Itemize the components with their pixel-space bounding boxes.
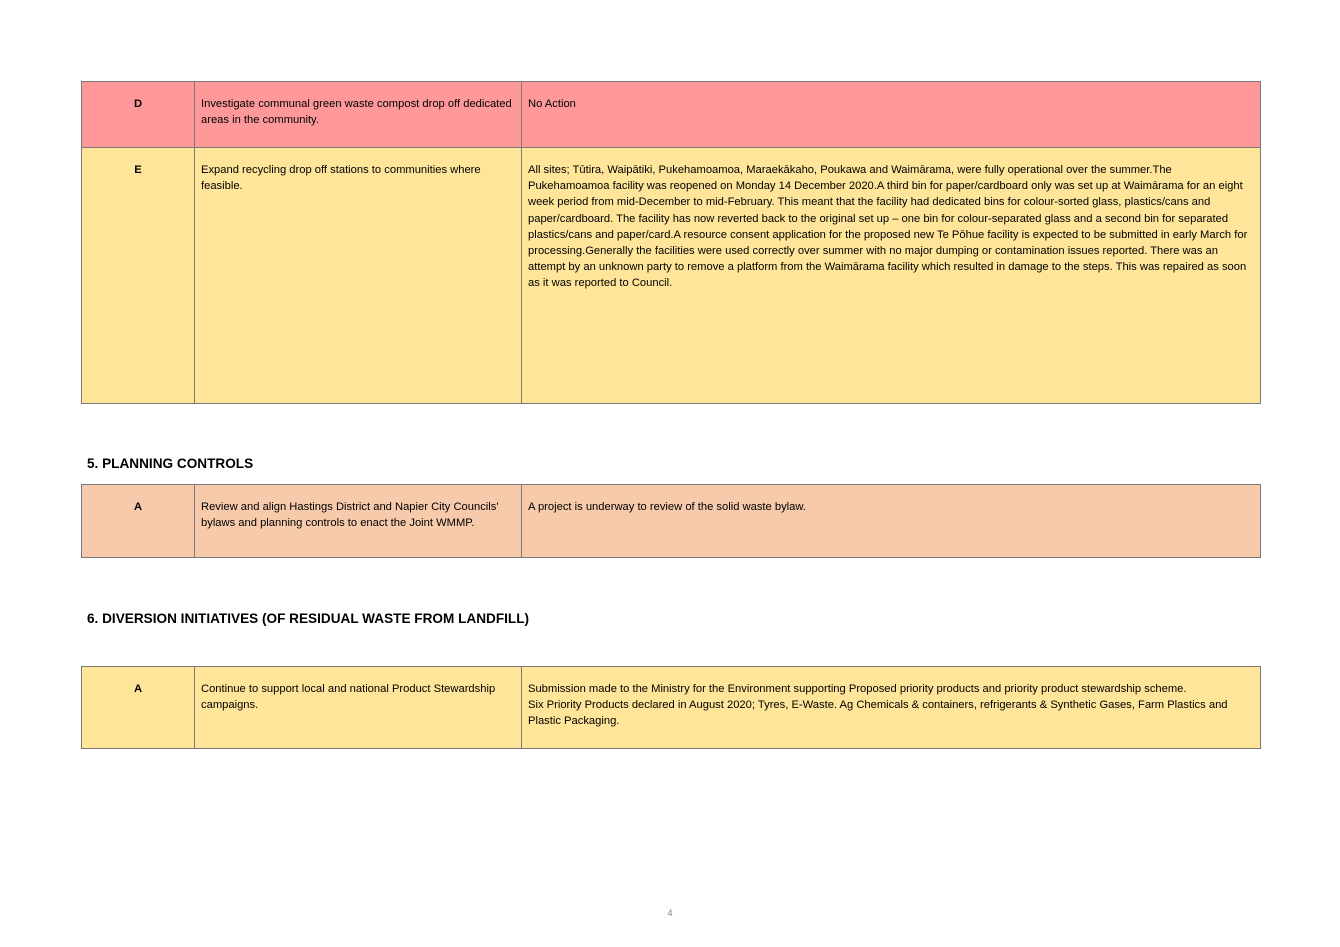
action-description-cell: Review and align Hastings District and Napier City Councils' bylaws and planning controls to enact the Joint WMMP. <box>195 485 522 558</box>
page-number: 4 <box>667 908 673 918</box>
action-progress-cell <box>522 667 1261 749</box>
action-progress-cell: A project is underway to review of the solid waste bylaw. <box>522 485 1261 558</box>
table-row <box>82 485 1261 558</box>
action-description-cell: Investigate communal green waste compost drop off dedicated areas in the community. <box>195 82 522 148</box>
progress-line: Submission made to the Ministry for the Environment supporting Proposed priority products and priority product stewardship scheme. <box>528 683 1187 695</box>
table-row <box>82 82 1261 148</box>
action-id-cell: A <box>82 485 195 558</box>
section-heading-diversion-initiatives: 6. DIVERSION INITIATIVES (OF RESIDUAL WASTE FROM LANDFILL) <box>87 611 530 626</box>
action-progress-cell: No Action <box>522 82 1261 148</box>
action-id-cell: D <box>82 82 195 148</box>
waste-actions-table <box>81 81 1261 404</box>
action-id-cell: E <box>82 148 195 404</box>
action-id-cell: A <box>82 667 195 749</box>
section-heading-planning-controls: 5. PLANNING CONTROLS <box>87 456 254 471</box>
planning-controls-table <box>81 484 1261 558</box>
table-row <box>82 148 1261 404</box>
action-description-cell: Expand recycling drop off stations to communities where feasible. <box>195 148 522 404</box>
progress-line: Six Priority Products declared in August 2020; Tyres, E-Waste. Ag Chemicals & containers, refrigerants & Synthetic Gases, Farm Plastics and Plastic Packaging. <box>528 699 1228 728</box>
action-description-cell: Continue to support local and national Product Stewardship campaigns. <box>195 667 522 749</box>
diversion-initiatives-table <box>81 666 1261 749</box>
action-progress-cell: All sites; Tūtira, Waipātiki, Pukehamoamoa, Maraekākaho, Poukawa and Waimārama, were fully operational over the summer.The Pukehamoamoa facility was reopened on Monday 14 December 2020.A third bin for paper/cardboard only was set up at Waimārama for an eight week period from mid-December to mid-February. This meant that the facility had dedicated bins for colour-sorted glass, plastics/cans and paper/cardboard. The facility has now reverted back to the original set up – one bin for colour-separated glass and a second bin for separated plastics/cans and paper/card.A resource consent application for the proposed new Te Pōhue facility is expected to be submitted in early March for processing.Generally the facilities were used correctly over summer with no major dumping or contamination issues reported. There was an attempt by an unknown party to remove a platform from the Waimārama facility which resulted in damage to the steps. This was repaired as soon as it was reported to Council. <box>522 148 1261 404</box>
table-row <box>82 667 1261 749</box>
